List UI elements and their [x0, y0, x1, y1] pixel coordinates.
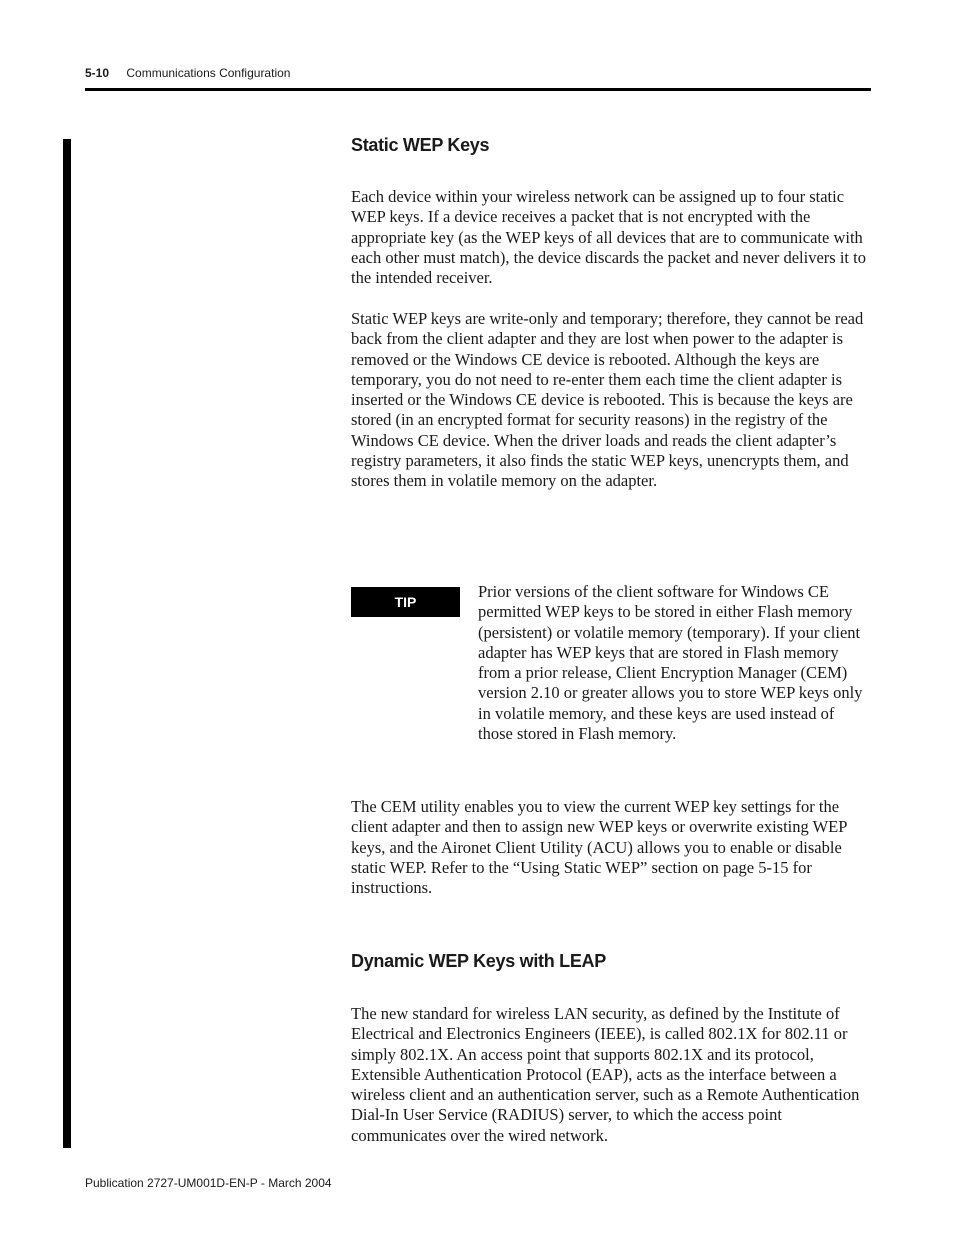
paragraph-cem-utility: The CEM utility enables you to view the current WEP key settings for the client adapter and then to assign new WEP keys or overwrite existing WEP keys, and the Aironet Client Utility (ACU) allows you to enable or disable static WEP. Refer to the “Using Static WEP” section on page 5-15 for instructions.: [351, 797, 847, 898]
running-section-title: Communications Configuration: [126, 66, 291, 80]
page-header: [85, 66, 290, 80]
header-rule: [85, 88, 871, 91]
paragraph-ieee-8021x: The new standard for wireless LAN security, as defined by the Institute of Electrical and Electronics Engineers (IEEE), is called 802.1X for 802.11 or simply 802.1X. An access point that supports 802.1X and its protocol, Extensible Authentication Protocol (EAP), acts as the interface between a wireless client and an authentication server, such as a Remote Authentication Dial-In User Service (RADIUS) server, to which the access point communicates over the wired network.: [351, 1004, 860, 1145]
page-footer: Publication 2727-UM001D-EN-P - March 2004: [85, 1176, 332, 1190]
heading-static-wep-keys: Static WEP Keys: [351, 135, 490, 155]
page-number: 5-10: [85, 66, 110, 80]
change-bar: [63, 139, 71, 1148]
heading-dynamic-wep-leap: Dynamic WEP Keys with LEAP: [351, 951, 606, 971]
tip-badge: TIP: [351, 587, 460, 617]
paragraph-static-wep-intro: Each device within your wireless network can be assigned up to four static WEP keys. If a device receives a packet that is not encrypted with the appropriate key (as the WEP keys of all devices that are to communicate with each other must match), the device discards the packet and never delivers it to the intended receiver.: [351, 187, 866, 288]
tip-text: Prior versions of the client software for Windows CE permitted WEP keys to be stored in either Flash memory (persistent) or volatile memory (temporary). If your client adapter has WEP keys that are stored in Flash memory from a prior release, Client Encryption Manager (CEM) version 2.10 or greater allows you to store WEP keys only in volatile memory, and these keys are used instead of those stored in Flash memory.: [478, 582, 863, 744]
paragraph-static-wep-temporary: Static WEP keys are write-only and temporary; therefore, they cannot be read back from the client adapter and they are lost when power to the adapter is removed or the Windows CE device is rebooted. Although the keys are temporary, you do not need to re-enter them each time the client adapter is inserted or the Windows CE device is rebooted. This is because the keys are stored (in an encrypted format for security reasons) in the registry of the Windows CE device. When the driver loads and reads the client adapter’s registry parameters, it also finds the static WEP keys, unencrypts them, and stores them in volatile memory on the adapter.: [351, 309, 864, 491]
